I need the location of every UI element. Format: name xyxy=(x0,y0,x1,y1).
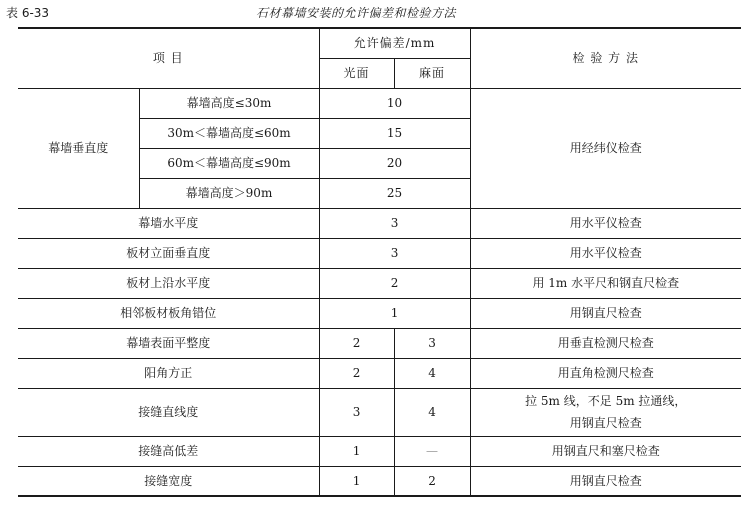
row-method: 用钢直尺和塞尺检查 xyxy=(470,436,741,466)
row-method: 用直角检测尺检查 xyxy=(470,358,741,388)
table-caption xyxy=(0,4,753,22)
header-rough: 麻面 xyxy=(394,58,470,88)
row-polished: 2 xyxy=(319,328,394,358)
row-method: 用水平仪检查 xyxy=(470,208,741,238)
table-number: 表 6-33 xyxy=(6,6,50,20)
row-value: 3 xyxy=(319,208,470,238)
row-polished: 3 xyxy=(319,388,394,436)
row-value: 2 xyxy=(319,268,470,298)
row-rough: 3 xyxy=(394,328,470,358)
vertical-group-method: 用经纬仪检查 xyxy=(470,88,741,208)
row-item: 相邻板材板角错位 xyxy=(18,298,319,328)
table-row xyxy=(18,268,741,298)
header-row-1 xyxy=(18,28,741,58)
table-row xyxy=(18,88,741,118)
row-value: 15 xyxy=(319,118,470,148)
row-item: 30m＜幕墙高度≤60m xyxy=(139,118,319,148)
row-item: 阳角方正 xyxy=(18,358,319,388)
table-row xyxy=(18,208,741,238)
row-item: 接缝宽度 xyxy=(18,466,319,496)
row-item: 接缝高低差 xyxy=(18,436,319,466)
row-method-line-2: 用钢直尺检查 xyxy=(569,416,642,430)
row-rough: 2 xyxy=(394,466,470,496)
table-row xyxy=(18,298,741,328)
table-row xyxy=(18,358,741,388)
row-item: 板材上沿水平度 xyxy=(18,268,319,298)
row-value: 20 xyxy=(319,148,470,178)
row-value: 1 xyxy=(319,298,470,328)
row-value: 10 xyxy=(319,88,470,118)
header-item: 项 目 xyxy=(18,28,319,88)
vertical-group-label: 幕墙垂直度 xyxy=(18,88,139,208)
table-title: 石材幕墙安装的允许偏差和检验方法 xyxy=(256,6,457,20)
row-rough: — xyxy=(394,436,470,466)
row-method: 用 1m 水平尺和钢直尺检查 xyxy=(470,268,741,298)
row-polished: 1 xyxy=(319,436,394,466)
table-row xyxy=(18,436,741,466)
row-item: 板材立面垂直度 xyxy=(18,238,319,268)
row-item: 幕墙水平度 xyxy=(18,208,319,238)
row-polished: 2 xyxy=(319,358,394,388)
row-method: 用钢直尺检查 xyxy=(470,298,741,328)
row-value: 3 xyxy=(319,238,470,268)
row-method: 用垂直检测尺检查 xyxy=(470,328,741,358)
row-item: 幕墙高度＞90m xyxy=(139,178,319,208)
header-polished: 光面 xyxy=(319,58,394,88)
row-method xyxy=(470,388,741,436)
row-method: 用水平仪检查 xyxy=(470,238,741,268)
table-row xyxy=(18,388,741,436)
tolerance-table xyxy=(18,27,741,497)
header-method: 检 验 方 法 xyxy=(470,28,741,88)
header-tolerance: 允许偏差/mm xyxy=(319,28,470,58)
row-rough: 4 xyxy=(394,358,470,388)
row-method: 用钢直尺检查 xyxy=(470,466,741,496)
row-item: 幕墙表面平整度 xyxy=(18,328,319,358)
row-rough: 4 xyxy=(394,388,470,436)
row-polished: 1 xyxy=(319,466,394,496)
row-item: 接缝直线度 xyxy=(18,388,319,436)
row-method-line-1: 拉 5m 线，不足 5m 拉通线， xyxy=(525,394,687,408)
table-row xyxy=(18,466,741,496)
table-row xyxy=(18,328,741,358)
row-value: 25 xyxy=(319,178,470,208)
table-row xyxy=(18,238,741,268)
row-item: 幕墙高度≤30m xyxy=(139,88,319,118)
row-item: 60m＜幕墙高度≤90m xyxy=(139,148,319,178)
